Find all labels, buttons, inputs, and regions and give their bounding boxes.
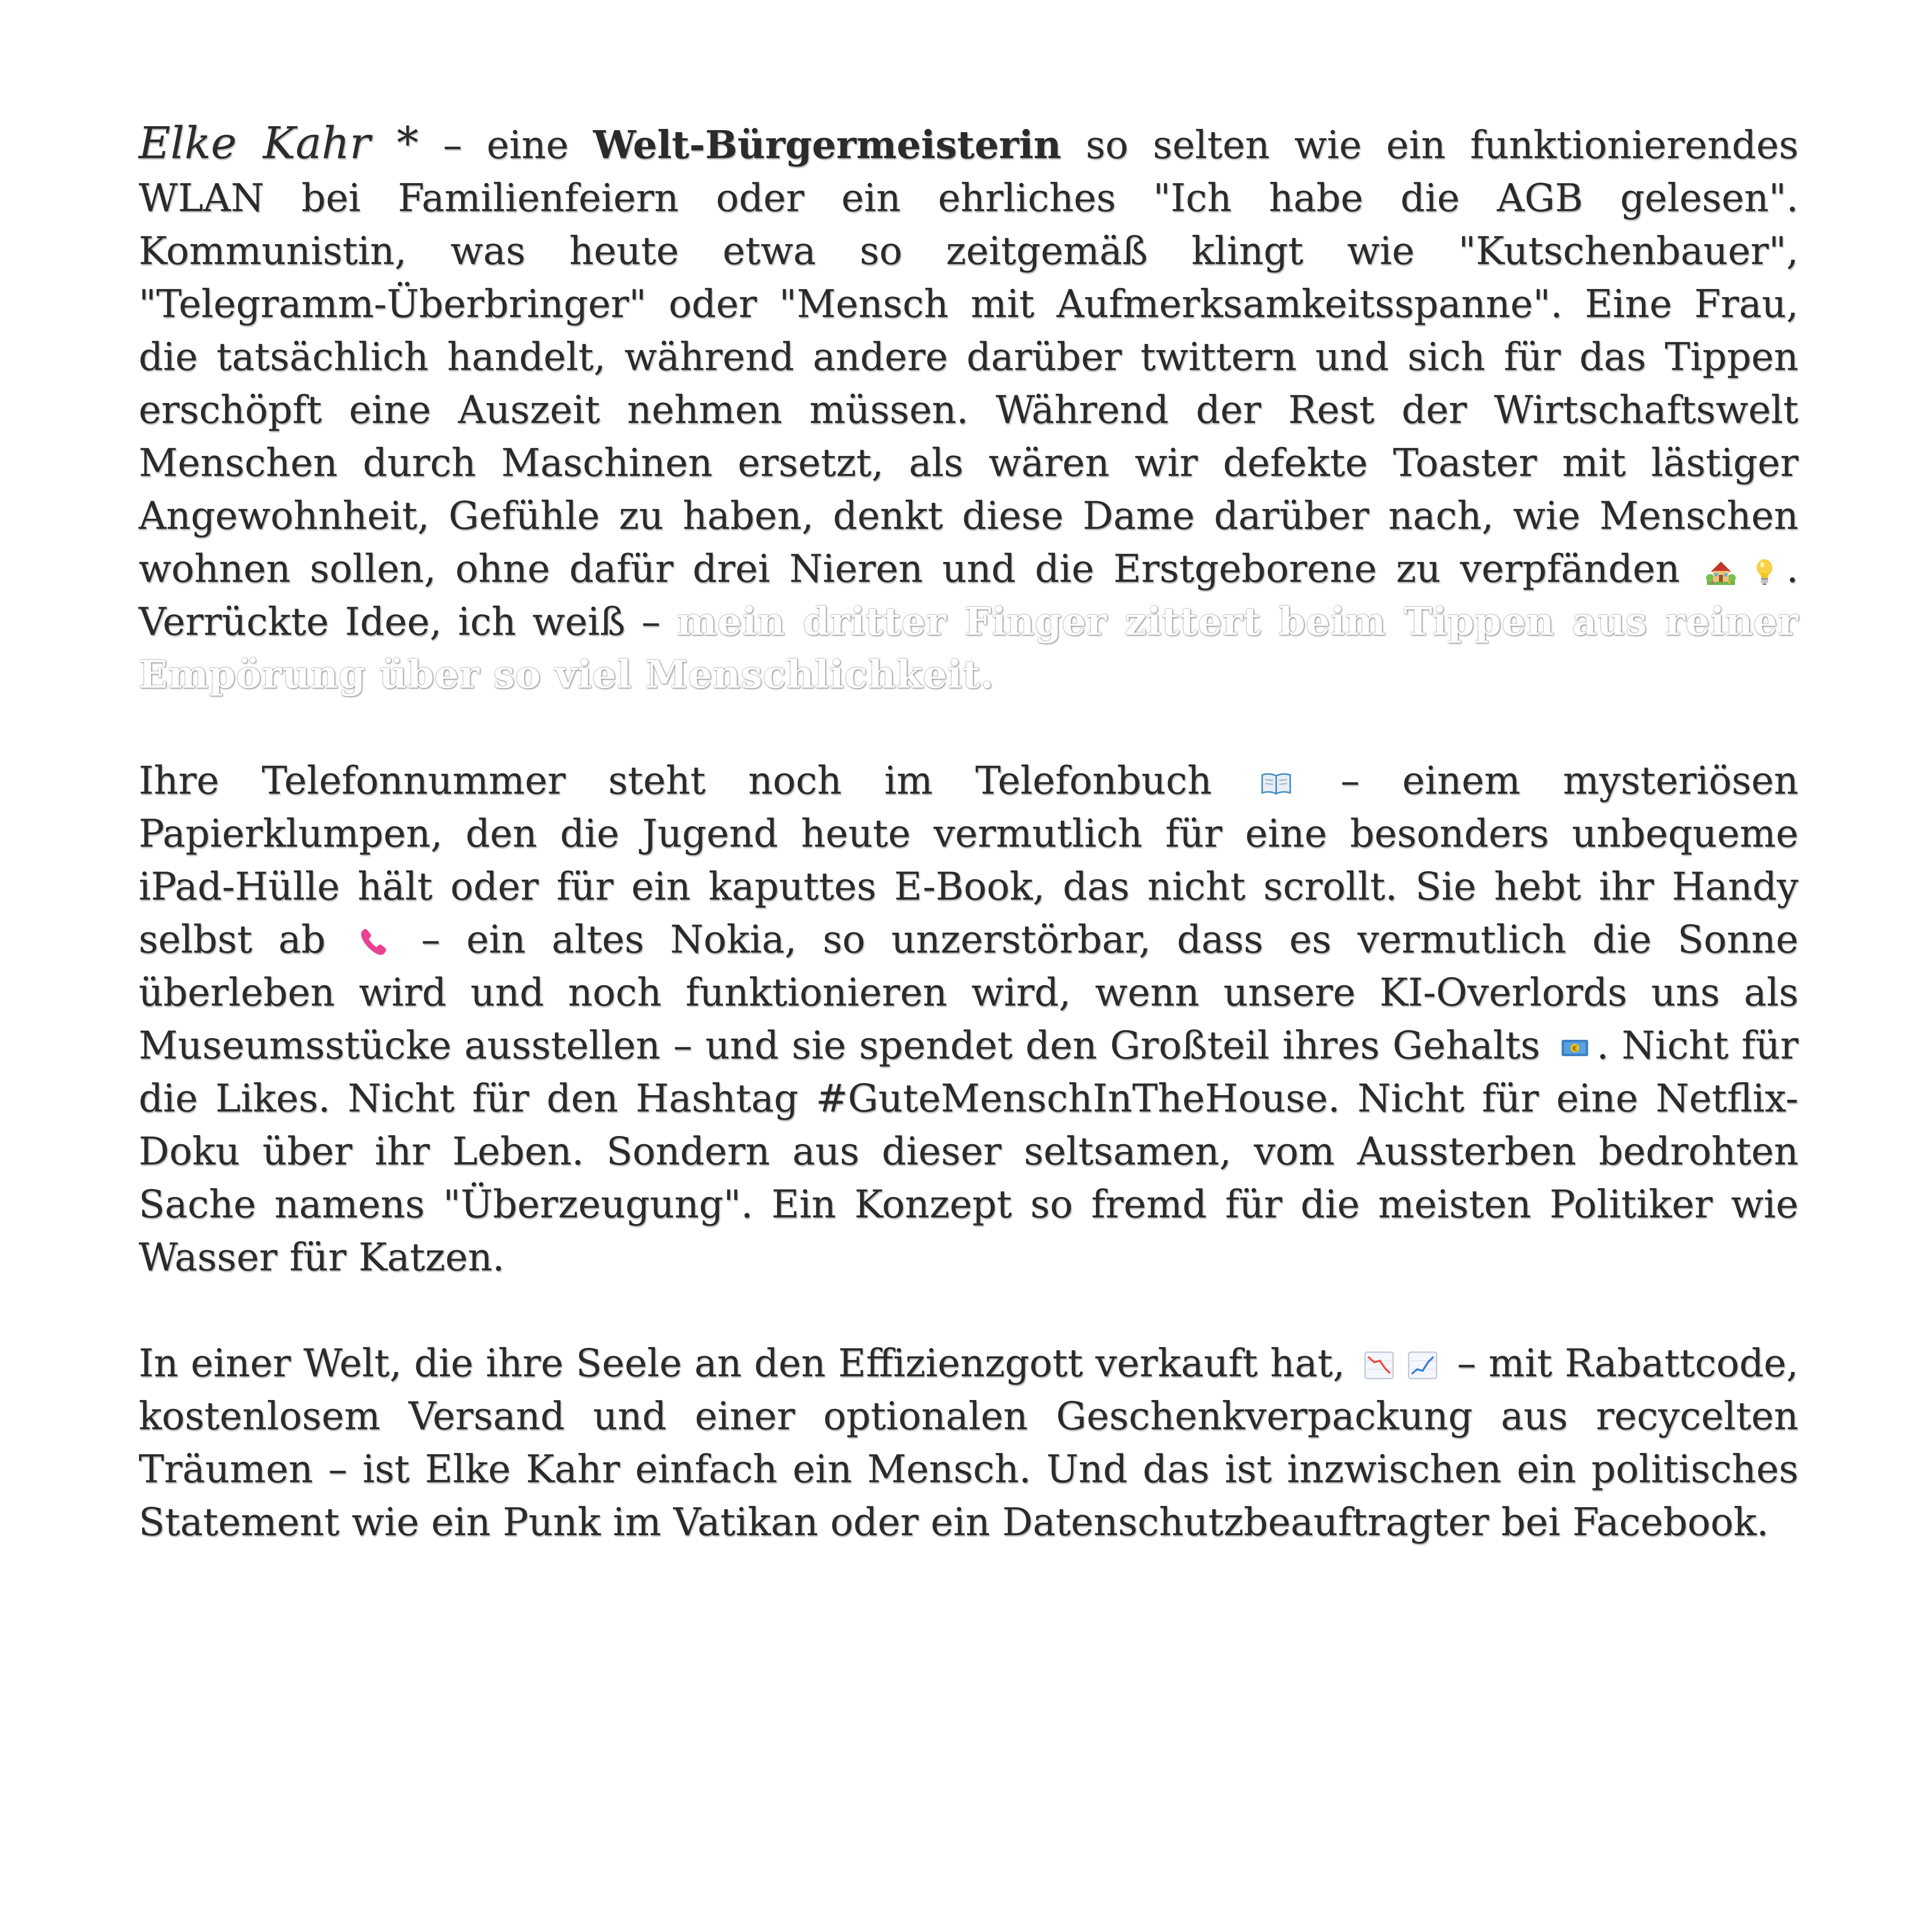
text-segment: – mit Rabattcode, kostenlosem Versand und einer optionalen Geschenkverpackung aus recycelten Träumen – ist Elke Kahr einfach ein Mensch. Und das ist inzwischen ein politisches Statement wie ein Punk im Vatikan oder ein Datenschutzbeauftragter bei Facebook. bbox=[139, 1341, 1798, 1545]
person-name: Elke Kahr * bbox=[139, 118, 419, 169]
text-segment: In einer Welt, die ihre Seele an den Effizienzgott verkauft hat, bbox=[139, 1341, 1358, 1386]
euro-banknote-icon bbox=[1559, 1031, 1591, 1064]
text-segment: – einem mysteriösen Papierklumpen, den die Jugend heute vermutlich für eine besonders unbequeme iPad-Hülle hält oder für ein kaputtes E-Book, das nicht scrollt. Sie hebt ihr Handy selbst ab bbox=[139, 759, 1798, 962]
text-segment: – ein altes Nokia, so unzerstörbar, dass es vermutlich die Sonne überleben wird und noch funktionieren wird, wenn unsere KI-Overlords uns als Museumsstücke ausstellen – und sie spendet den Großteil ihres Gehalts bbox=[139, 918, 1798, 1068]
light-bulb-icon bbox=[1748, 555, 1781, 587]
open-book-icon bbox=[1260, 766, 1293, 799]
house-with-garden-icon bbox=[1705, 555, 1737, 587]
chart-decreasing-icon bbox=[1363, 1349, 1395, 1382]
faded-text: mein dritter Finger zittert beim Tippen aus reiner Empörung über so viel Menschlichkeit. bbox=[139, 599, 1798, 697]
text-segment: so selten wie ein funktionierendes WLAN bei Familienfeiern oder ein ehrliches "Ich habe die AGB gelesen". Kommunistin, was heute etwa so zeitgemäß klingt wie "Kutschenbauer", "Telegramm-Überbringer" oder "Mensch mit Aufmerksamkeitsspanne". Eine Frau, die tatsächlich handelt, während andere darüber twittern und sich für das Tippen erschöpft eine Auszeit nehmen müssen. Während der Rest der Wirtschaftswelt Menschen durch Maschinen ersetzt, als wären wir defekte Toaster mit lästiger Angewohnheit, Gefühle zu haben, denkt diese Dame darüber nach, wie Menschen wohnen sollen, ohne dafür drei Nieren und die Erstgeborene zu verpfänden bbox=[139, 123, 1799, 591]
title-bold: Welt-Bürgermeisterin bbox=[593, 123, 1062, 167]
telephone-receiver-icon bbox=[357, 925, 390, 958]
document-body bbox=[139, 117, 1798, 1602]
text-segment: . Nicht für die Likes. Nicht für den Hashtag #GuteMenschInTheHouse. Nicht für eine Netflix-Doku über ihr Leben. Sondern aus dieser seltsamen, vom Aussterben bedrohten Sache namens "Überzeugung". Ein Konzept so fremd für die meisten Politiker wie Wasser für Katzen. bbox=[139, 1023, 1798, 1280]
paragraph-2 bbox=[139, 754, 1798, 1284]
chart-increasing-icon bbox=[1406, 1349, 1439, 1382]
text-segment: . Verrückte Idee, ich weiß – bbox=[139, 547, 1798, 644]
paragraph-3 bbox=[139, 1337, 1798, 1549]
paragraph-1 bbox=[139, 117, 1798, 701]
text-segment: Ihre Telefonnummer steht noch im Telefonbuch bbox=[139, 759, 1255, 803]
text-segment: – eine bbox=[418, 123, 594, 167]
svg-text:€: € bbox=[1572, 1044, 1578, 1053]
